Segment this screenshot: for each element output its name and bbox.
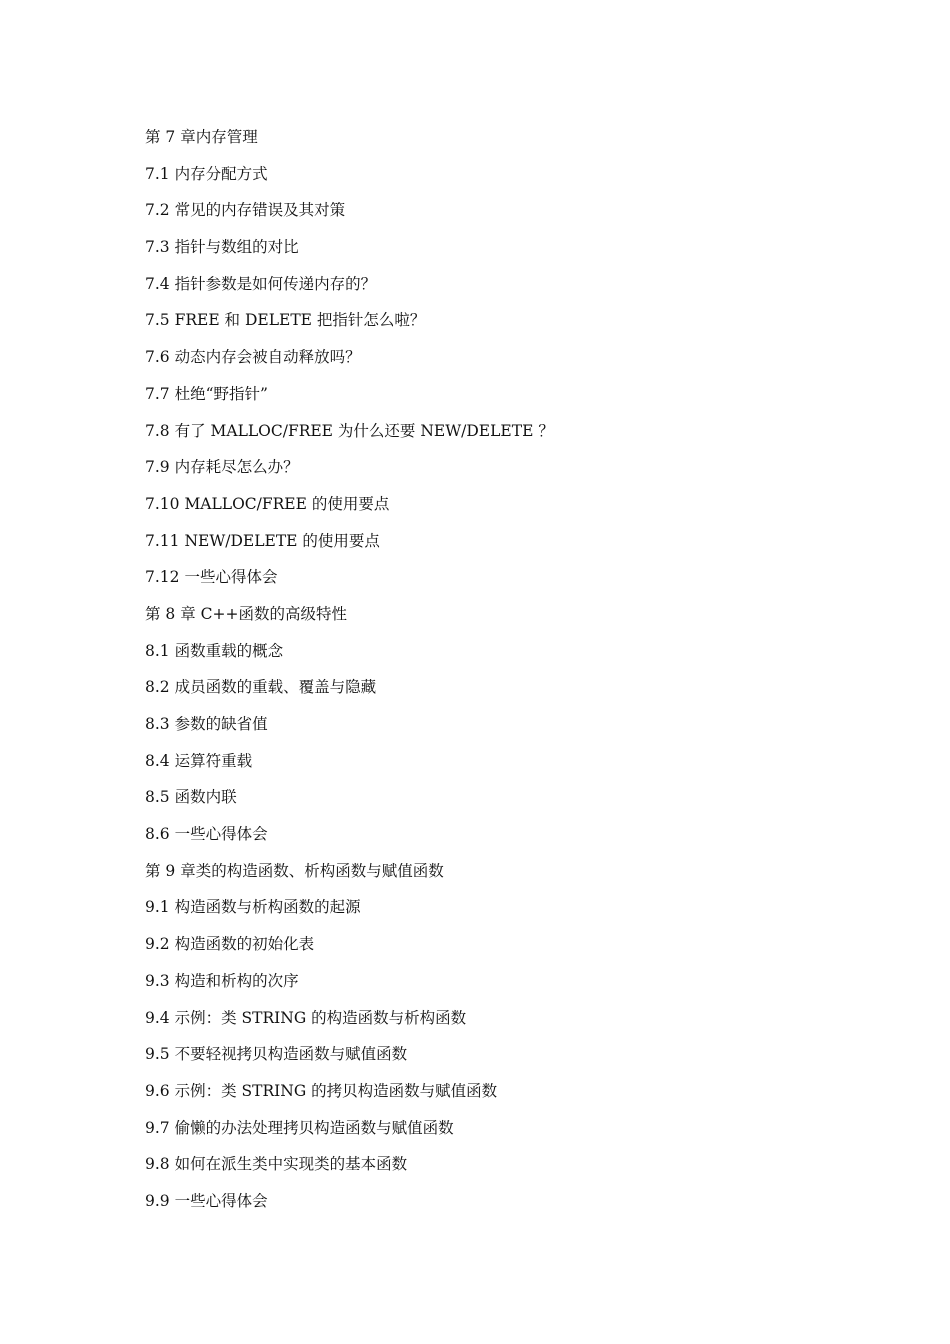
toc-section-7-10: 7.10 MALLOC/FREE 的使用要点 (145, 494, 390, 513)
toc-section-8-6: 8.6 一些心得体会 (145, 825, 268, 844)
toc-section-7-3: 7.3 指针与数组的对比 (145, 238, 299, 257)
toc-section-9-2: 9.2 构造函数的初始化表 (145, 935, 315, 954)
toc-section-9-7: 9.7 偷懒的办法处理拷贝构造函数与赋值函数 (145, 1118, 454, 1137)
toc-section-7-4: 7.4 指针参数是如何传递内存的？ (145, 274, 377, 293)
toc-section-7-12: 7.12 一些心得体会 (145, 568, 278, 587)
toc-chapter-8-heading: 第 8 章 C++函数的高级特性 (145, 604, 347, 623)
toc-section-7-7: 7.7 杜绝“野指针” (145, 384, 268, 403)
toc-section-8-2: 8.2 成员函数的重载、覆盖与隐藏 (145, 678, 377, 697)
toc-section-7-5: 7.5 FREE 和 DELETE 把指针怎么啦？ (145, 311, 426, 330)
toc-section-7-8: 7.8 有了 MALLOC/FREE 为什么还要 NEW/DELETE ？ (145, 421, 554, 440)
toc-section-9-4: 9.4 示例：类 STRING 的构造函数与析构函数 (145, 1008, 467, 1027)
toc-section-7-6: 7.6 动态内存会被自动释放吗？ (145, 348, 361, 367)
toc-chapter-9-heading: 第 9 章类的构造函数、析构函数与赋值函数 (145, 861, 444, 880)
toc-chapter-7-heading: 第 7 章内存管理 (145, 128, 258, 146)
toc-section-9-9: 9.9 一些心得体会 (145, 1191, 268, 1210)
toc-section-9-8: 9.8 如何在派生类中实现类的基本函数 (145, 1155, 408, 1174)
toc-section-7-2: 7.2 常见的内存错误及其对策 (145, 201, 346, 220)
toc-section-8-1: 8.1 函数重载的概念 (145, 641, 284, 660)
table-of-contents (145, 126, 845, 1227)
toc-section-9-1: 9.1 构造函数与析构函数的起源 (145, 898, 361, 917)
toc-section-8-4: 8.4 运算符重载 (145, 751, 253, 770)
toc-section-8-3: 8.3 参数的缺省值 (145, 715, 268, 733)
toc-section-9-6: 9.6 示例：类 STRING 的拷贝构造函数与赋值函数 (145, 1081, 498, 1100)
toc-section-9-3: 9.3 构造和析构的次序 (145, 971, 299, 990)
toc-section-7-1: 7.1 内存分配方式 (145, 164, 268, 183)
toc-section-7-11: 7.11 NEW/DELETE 的使用要点 (145, 531, 380, 550)
toc-section-8-5: 8.5 函数内联 (145, 788, 237, 807)
toc-section-9-5: 9.5 不要轻视拷贝构造函数与赋值函数 (145, 1045, 408, 1064)
toc-section-7-9: 7.9 内存耗尽怎么办？ (145, 458, 299, 477)
